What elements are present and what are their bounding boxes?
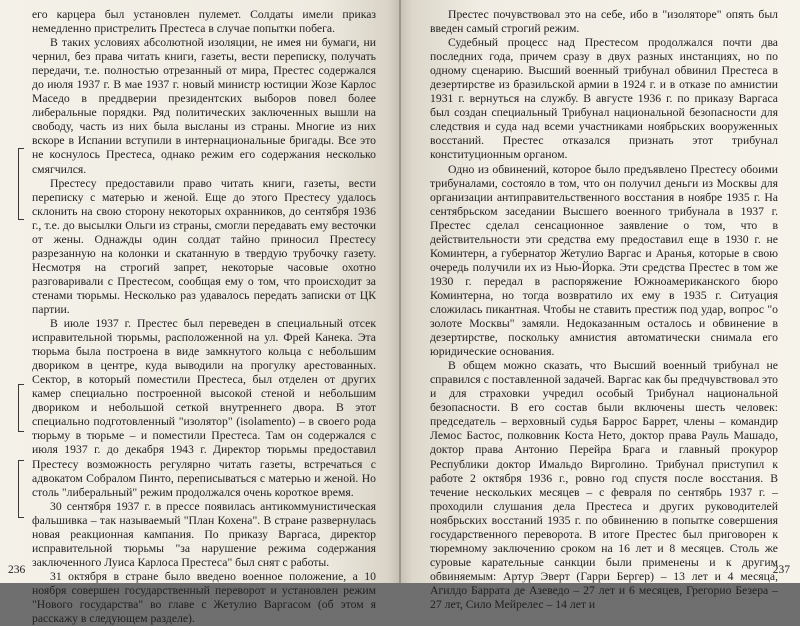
paragraph: его карцера был установлен пулемет. Солдаты имели приказ немедленно пристрелить Престеса в случае попытки побега. [32,8,376,36]
pencil-margin-mark [18,460,22,518]
paragraph: Одно из обвинений, которое было предъявлено Престесу обоими трибуналами, состояло в том, что он получил деньги из Москвы для организации антиправительственного восстания в ноябре 1935 г. На сентябрьском заседании Высшего военного трибунала в 1937 г. Престес сделал сенсационное заявление о том, что в действительности эти средства ему предоставил еще в 1930 г. не Коминтерн, а губернатор Жетулио Варгас и Аранья, которые в свою очередь получили их из Нью-Йорка. Эти средства Престес в том же 1930 г. передал в распоряжение Южноамериканского бюро Коминтерна, но тогда возвратило их ему в 1935 г. Ситуация сложилась пикантная. Чтобы не ставить престиж под удар, вопрос "о золоте Москвы" замяли. Недоказанным осталось и обвинение в дезертирстве, поскольку амнистия автоматически снимала его юридические основания. [430,162,778,359]
paragraph: 31 октября в стране было введено военное положение, а 10 ноября совершен государственный переворот и установлен режим "Нового государства" во главе с Жетулио Варгасом (об этом я расскажу в следующем разделе). [32,569,376,626]
page-number: 236 [8,564,26,576]
paragraph: Судебный процесс над Престесом продолжался почти два последних года, причем сразу в двух разных инстанциях, но по одному сценарию. Высший военный трибунал обвинил Престеса в дезертирстве из бразильской армии в 1924 г. и в отказе по амнистии 1931 г. вернуться на службу. В августе 1936 г. по приказу Варгаса был создан специальный Трибунал национальной безопасности для следствия и суда над всеми участниками ноябрьских вооруженных восстаний. Престес отказался признать этот трибунал конституционным органом. [430,36,778,162]
left-page-text [32,8,376,626]
paragraph: В таких условиях абсолютной изоляции, не имея ни бумаги, ни чернил, без права читать книги, газеты, вести переписку, получать передачи, т.е. полностью отрезанный от мира, Престес содержался до июля 1937 г. В мае 1937 г. новый министр юстиции Жозе Карлос Маседо в преддверии президентских выборов повел более либеральные порядки. Ряд политических заключенных вышли на свободу, часть из них была высланы из страны. Многие из них вскоре в Испании вступили в интернациональные бригады. Все это не коснулось Престеса, однако режим его содержания несколько смягчился. [32,36,376,176]
paragraph: В июле 1937 г. Престес был переведен в специальный отсек исправительной тюрьмы, расположенной на ул. Фрей Канека. Эта тюрьма была построена в виде замкнутого кольца с небольшим двориком в центре, куда выводили на прогулку арестованных. Сектор, в который поместили Престеса, был отделен от других камер специально построенной высокой стеной и небольшим двориком и небольшой сеткой внутреннего двора. В этот специально подготовленный "изолятор" (isolamento) – в своего рода тюрьму в тюрьме – и поместили Престеса. Там он содержался с июля 1937 г. до декабря 1943 г. Директор тюрьмы предоставил Престесу возможность регулярно читать газеты, встречаться с адвокатом Собралом Пинто, переписываться с матерью и женой. Но столь "либеральный" режим продолжался очень короткое время. [32,317,376,499]
page-number: 237 [772,564,790,576]
paragraph: В общем можно сказать, что Высший военный трибунал не справился с поставленной задачей. Варгас как бы предчувствовал это и для страховки учредил особый Трибунал национальной безопасности. В его состав были включены шесть человек: председатель – верховный судья Баррос Баррет, члены – командир Лемос Бастос, полковник Коста Нето, доктор права Рауль Машадо, доктор права Антонио Перейра Брага и главный прокурор Республики доктор Имальдо Вирголино. Трибунал приступил к работе 2 октября 1936 г., ровно год спустя после восстания. В течение нескольких месяцев – с февраля по сентябрь 1937 г. – проходили слушания дела Престеса и других руководителей ноябрьских восстаний 1935 г. по обвинению в попытке совершения государственного переворота. В итоге Престес был приговорен к тюремному заключению сроком на 16 лет и 8 месяцев. Столь же суровые карательные санкции были применены и к другим обвиняемым: Артур Эверт (Гарри Бергер) – 13 лет и 4 месяца, Агилдо Баррата де Азеведо – 27 лет и 6 месяцев, Грегорио Безера – 27 лет, Сило Мейрелес – 14 лет и [430,359,778,611]
paragraph: Престес почувствовал это на себе, ибо в "изоляторе" опять был введен самый строгий режим. [430,8,778,36]
right-page-text [430,8,778,612]
pencil-margin-mark [18,384,22,432]
book-spine [399,0,401,583]
right-page [400,0,800,611]
paragraph: Престесу предоставили право читать книги, газеты, вести переписку с матерью и женой. Еще до этого Престесу удалось склонить на свою сторону некоторых охранников, до сентября 1936 г., т.е. до высылки Ольги из страны, смогли передавать ему весточки от жены. Однажды один солдат тайно приносил Престесу разрезанную на колонки и скатанную в твердую трубочку газету. Несмотря на строгий запрет, некоторые часовые охотно разговаривали с Престесом, сообщая ему о том, что происходит за стенами тюрьмы. Несколько раз удавалось передать записки от ЦК партии. [32,176,376,316]
paragraph: 30 сентября 1937 г. в прессе появилась антикоммунистическая фальшивка – так называемый "План Кохена". В стране развернулась новая реакционная кампания. По приказу Варгаса, директор исправительной тюрьмы "за нарушение режима содержания заключенного Луиса Карлоса Престеса" был снят с работы. [32,499,376,569]
pencil-margin-mark [18,148,22,220]
